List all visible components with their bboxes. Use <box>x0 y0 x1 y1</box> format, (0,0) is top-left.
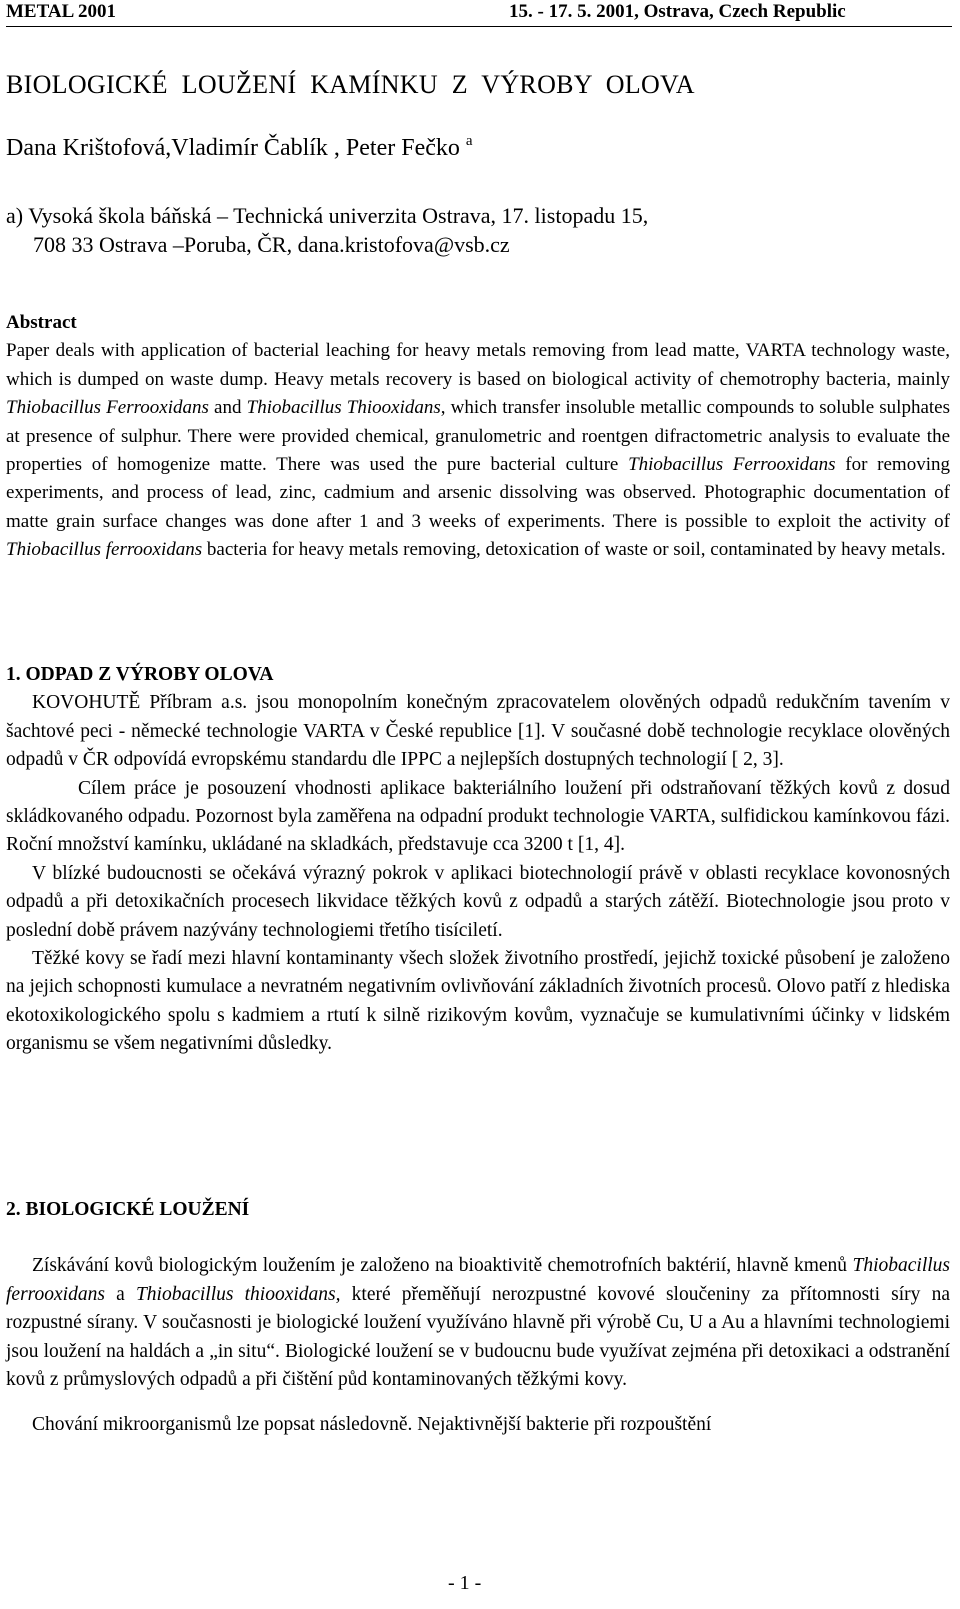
abstract-text-4: for removing experiments, and process of lead, zinc, cadmium and arsenic dissolving was observed. Photographic documentation of matte grain surface changes was done after 1 and 3 weeks of experiments. There is possible to exploit the activity of <box>6 454 950 532</box>
abstract-text-2: and <box>208 397 247 419</box>
abstract-text <box>6 337 950 564</box>
abstract-heading: Abstract <box>6 312 77 333</box>
species-name: Thiobacillus Ferrooxidans <box>628 454 836 476</box>
affiliation <box>6 201 946 259</box>
header-conference: METAL 2001 <box>6 1 116 22</box>
section-1-paragraph-3: V blízké budoucnosti se očekává výrazný pokrok v aplikaci biotechnologií právě v oblasti recyklace kovonosných odpadů a při detoxikačních procesech likvidace těžkých kovů z odpadů a starých zátěží. Biotechnologie jsou proto v poslední době právem nazývány technologiemi třetího tisíciletí. <box>6 862 950 941</box>
section-2-text-3: které přeměňují nerozpustné kovové sloučeniny za přítomnosti síry na rozpustné sírany. V současnosti je biologické loužení využíváno hlavně při výrobě Cu, U a Au a hlavními technologiemi jsou loužení na haldách a „in situ“. Biologické loužení se v budoucnu bude využívat zejména při detoxikaci a odstranění kovů z průmyslových odpadů a při čištění půd kontaminovaných těžkými kovy. <box>6 1283 950 1391</box>
authors <box>6 135 473 162</box>
species-name: Thiobacillus ferrooxidans <box>6 1255 950 1305</box>
affiliation-line-1: a) Vysoká škola báňská – Technická univerzita Ostrava, 17. listopadu 15, <box>6 203 649 228</box>
section-1 <box>6 661 950 1059</box>
paper-title: BIOLOGICKÉ LOUŽENÍ KAMÍNKU Z VÝROBY OLOVA <box>6 70 695 99</box>
species-name: Thiobacillus thiooxidans, <box>135 1283 341 1305</box>
section-2-paragraph-2: Chování mikroorganismů lze popsat následovně. Nejaktivnější bakterie při rozpouštění <box>32 1414 712 1436</box>
affiliation-line-2: 708 33 Ostrava –Poruba, ČR, dana.kristofova@vsb.cz <box>33 232 510 257</box>
affiliation-marker: a <box>465 133 473 149</box>
abstract-text-5: bacteria for heavy metals removing, detoxication of waste or soil, contaminated by heavy metals. <box>202 539 946 561</box>
species-name: Thiobacillus Ferrooxidans <box>6 397 209 419</box>
abstract-text-1: Paper deals with application of bacterial leaching for heavy metals removing from lead matte, VARTA technology waste, which is dumped on waste dump. Heavy metals recovery is based on biological activity of chemotrophy bacteria, mainly <box>6 340 950 390</box>
section-2-paragraph-1 <box>6 1252 950 1394</box>
species-name: Thiobacillus ferrooxidans <box>6 539 203 561</box>
header-date-place: 15. - 17. 5. 2001, Ostrava, Czech Republic <box>509 1 846 22</box>
running-header <box>6 0 952 27</box>
section-2-text-2: a <box>104 1283 136 1305</box>
author-names: Dana Krištofová,Vladimír Čablík , Peter Fečko <box>6 135 460 161</box>
abstract <box>6 309 950 565</box>
section-2 <box>6 1196 950 1440</box>
section-1-paragraph-1: KOVOHUTĚ Příbram a.s. jsou monopolním konečným zpracovatelem olověných odpadů redukčním tavením v šachtové peci - německé technologie VARTA v České republice [1]. V současné době technologie recyklace olověných odpadů v ČR odpovídá evropskému standardu dle IPPC a nejlepších dostupných technologií [ 2, 3]. <box>6 692 950 771</box>
section-1-heading: 1. ODPAD Z VÝROBY OLOVA <box>6 664 274 685</box>
section-1-paragraph-4: Těžké kovy se řadí mezi hlavní kontaminanty všech složek životního prostředí, jejichž toxické působení je založeno na jejich schopnosti kumulace a nevratném negativním ovlivňování základních životních procesů. Olovo patří z hlediska ekotoxikologického spolu s kadmiem a rtutí k silně rizikovým kovům, vyznačuje se kumulativními účinky v lidském organismu se všem negativními důsledky. <box>6 948 950 1055</box>
section-2-text-1: Získávání kovů biologickým loužením je založeno na bioaktivitě chemotrofních baktérií, hlavně kmenů <box>32 1255 853 1277</box>
species-name: Thiobacillus Thiooxidans <box>246 397 441 419</box>
section-2-heading: 2. BIOLOGICKÉ LOUŽENÍ <box>6 1199 250 1220</box>
page-number: - 1 - <box>448 1572 482 1594</box>
abstract-text-3: , which transfer insoluble metallic compounds to soluble sulphates at presence of sulphur. There were provided chemical, granulometric and roentgen difractometric analysis to evaluate the properties of homogenize matte. There was used the pure bacterial culture <box>6 397 950 476</box>
section-1-paragraph-2: Cílem práce je posouzení vhodnosti aplikace bakteriálního loužení při odstraňovaní těžkých kovů z dosud skládkovaného odpadu. Pozornost byla zaměřena na odpadní produkt technologie VARTA, sulfidickou kamínkovou fázi. Roční množství kamínku, ukládané na skladkách, představuje cca 3200 t [1, 4]. <box>6 777 950 856</box>
